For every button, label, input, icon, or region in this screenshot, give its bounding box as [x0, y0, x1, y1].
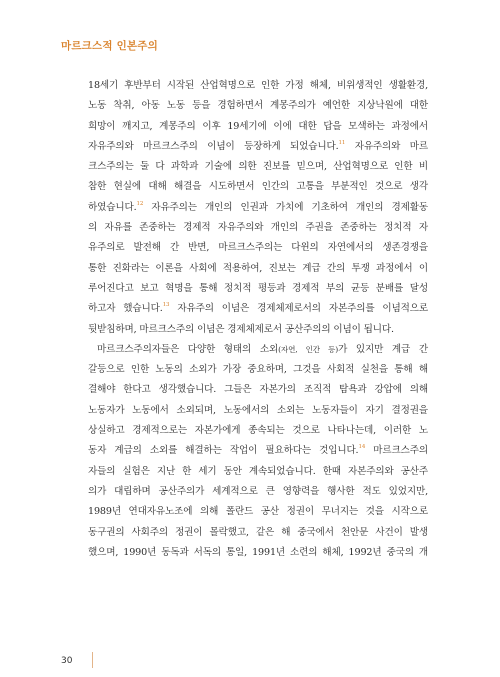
text-line [88, 543, 428, 563]
text-segment: 결해야 한다고 생각했습니다. 그들은 자본가의 조직적 탐욕과 강압에 의해 [88, 384, 428, 396]
text-segment: 통한 진화라는 이론을 사회에 적용하여, 진보는 계급 간의 투쟁 과정에서 이 [88, 262, 428, 274]
text-line [88, 441, 428, 461]
text-segment: 유주의로 발전해 간 반면, 마르크스주의는 다윈의 자연에서의 생존경쟁을 [88, 242, 428, 254]
text-segment: 하였습니다. [88, 201, 137, 213]
text-segment: 의 자유를 존중하는 경제적 자유주의와 개인의 주권을 존중하는 정치적 자 [88, 222, 428, 234]
text-line [88, 523, 428, 543]
text-segment: 자들의 실험은 지난 한 세기 동안 계속되었습니다. 한때 자본주의와 공산주 [88, 465, 428, 477]
text-line [88, 218, 428, 238]
text-line [88, 279, 428, 299]
text-segment: 1989년 연대자유노조에 의해 폴란드 공산 정권이 무너지는 것을 시작으로 [88, 506, 428, 518]
paragraph [88, 340, 428, 563]
text-line [88, 320, 428, 340]
footnote-reference: 12 [136, 200, 144, 207]
text-line [88, 380, 428, 400]
text-segment: 갈등으로 인한 노동의 소외가 가장 중요하며, 그것을 사회적 실천을 통해 해 [88, 364, 428, 376]
text-segment: 자유주의와 마르 [345, 140, 428, 152]
text-segment: 크스주의는 둘 다 과학과 기술에 의한 진보를 믿으며, 산업혁명으로 인한 비 [88, 161, 428, 173]
text-line [88, 502, 428, 522]
body-text [88, 76, 428, 563]
footnote-reference: 11 [338, 139, 346, 146]
text-line [88, 360, 428, 380]
text-line [88, 401, 428, 421]
text-segment: 가 있지만 계급 간 [338, 343, 428, 355]
page-number: 30 [61, 656, 73, 666]
parenthetical-note: (자연, 인간 등) [278, 344, 339, 354]
text-line [88, 177, 428, 197]
text-segment: 참한 현실에 대해 해결을 시도하면서 인간의 고통을 부분적인 것으로 생각 [88, 181, 428, 193]
text-line [88, 340, 428, 360]
text-segment: 루어진다고 보고 혁명을 통해 정치적 평등과 경제적 부의 균등 분배를 달성 [88, 282, 428, 294]
text-line [88, 198, 428, 218]
text-segment: 하고자 했습니다. [88, 303, 163, 315]
text-line [88, 482, 428, 502]
text-line [88, 117, 428, 137]
text-segment: 희망이 깨지고, 계몽주의 이후 19세기에 이에 대한 답을 모색하는 과정에서 [88, 120, 428, 132]
text-segment: 뒷받침하며, 마르크스주의 이념은 경제체제로서 공산주의의 이념이 됩니다. [88, 323, 394, 335]
footer-divider [92, 652, 93, 668]
text-segment: 했으며, 1990년 동독과 서독의 통일, 1991년 소련의 해체, 1992년 중국의 개 [88, 546, 428, 558]
running-head: 마르크스적 인본주의 [61, 40, 158, 52]
text-segment: 의가 대립하며 공산주의가 세계적으로 큰 영향력을 행사한 적도 있었지만, [88, 485, 428, 497]
footnote-reference: 13 [162, 302, 170, 309]
text-segment: 마르크스주의자들은 다양한 형태의 소외 [97, 343, 279, 355]
footnote-reference: 14 [358, 444, 366, 451]
text-segment: 동자 계급의 소외를 해결하는 작업이 필요하다는 것입니다. [88, 445, 359, 457]
paragraph [88, 76, 428, 340]
text-line [88, 137, 428, 157]
text-line [88, 299, 428, 319]
text-line [88, 238, 428, 258]
text-line [88, 259, 428, 279]
text-line [88, 421, 428, 441]
text-segment: 자유주의와 마르크스주의 이념이 등장하게 되었습니다. [88, 140, 339, 152]
text-line [88, 157, 428, 177]
text-segment: 동구권의 사회주의 정권이 몰락했고, 같은 해 중국에서 천안문 사건이 발생 [88, 526, 428, 538]
text-segment: 상실하고 경제적으로는 자본가에게 종속되는 것으로 나타나는데, 이러한 노 [88, 425, 428, 437]
text-line [88, 96, 428, 116]
text-line [88, 76, 428, 96]
text-segment: 자유주의는 개인의 인권과 가치에 기초하여 개인의 경제활동 [143, 201, 428, 213]
text-segment: 노동 착취, 아동 노동 등을 경험하면서 계몽주의가 예언한 지상낙원에 대한 [88, 100, 428, 112]
text-line [88, 462, 428, 482]
text-segment: 18세기 후반부터 시작된 산업혁명으로 인한 가정 해체, 비위생적인 생활환경, [88, 80, 428, 91]
text-segment: 마르크스주의 [365, 445, 428, 457]
text-segment: 노동자가 노동에서 소외되며, 노동에서의 소외는 노동자들이 자기 결정권을 [88, 404, 428, 416]
text-segment: 자유주의 이념은 경제체제로서의 자본주의를 이념적으로 [169, 303, 428, 315]
